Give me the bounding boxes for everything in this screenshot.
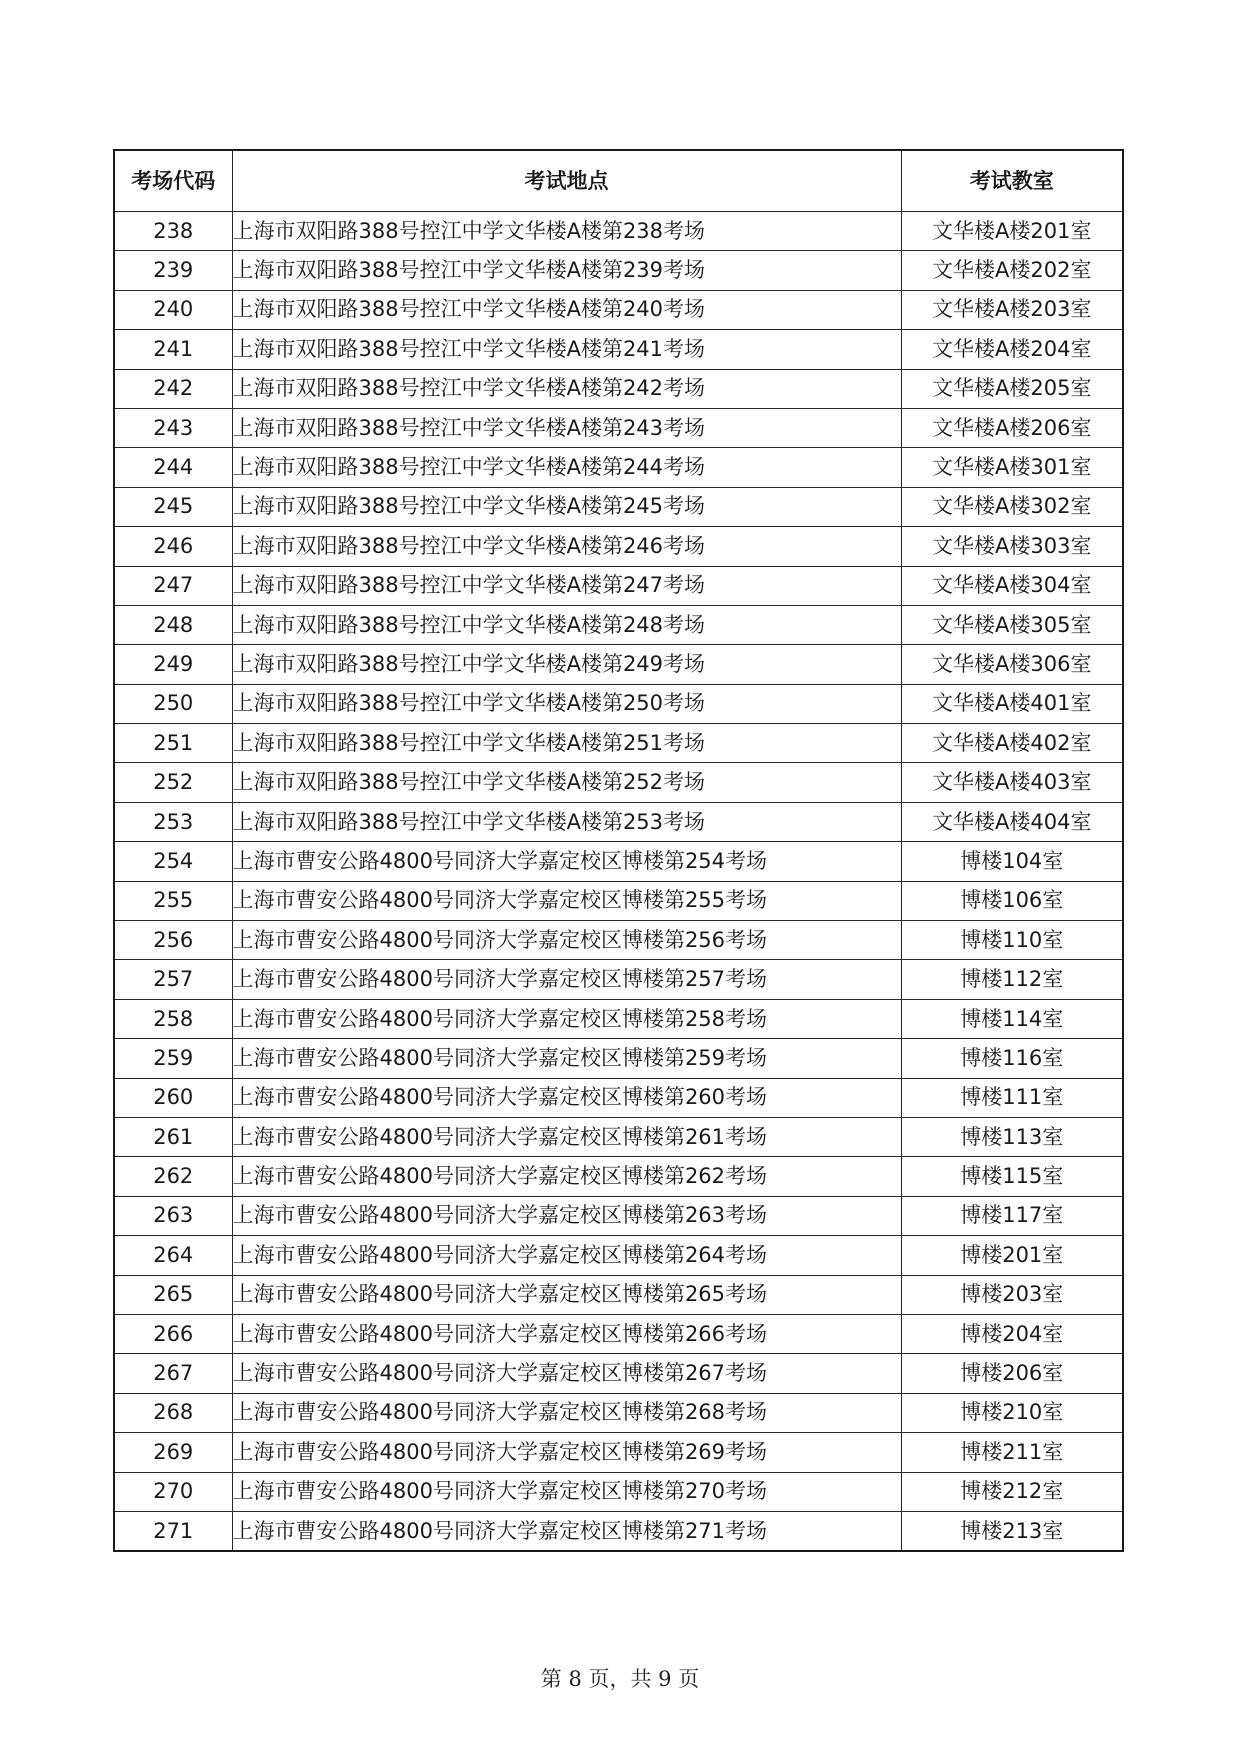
table-row <box>114 1472 1123 1511</box>
cell-exam-location: 上海市曹安公路4800号同济大学嘉定校区博楼第260考场 <box>232 1078 901 1117</box>
table-row <box>114 1078 1123 1117</box>
cell-exam-room: 博楼212室 <box>901 1472 1123 1511</box>
cell-exam-location: 上海市双阳路388号控江中学文华楼A楼第246考场 <box>232 527 901 566</box>
table-row <box>114 408 1123 447</box>
table-body <box>114 212 1123 1552</box>
cell-exam-room: 博楼111室 <box>901 1078 1123 1117</box>
cell-exam-location: 上海市双阳路388号控江中学文华楼A楼第251考场 <box>232 724 901 763</box>
cell-exam-code: 264 <box>114 1236 232 1275</box>
cell-exam-room: 文华楼A楼401室 <box>901 684 1123 723</box>
cell-exam-location: 上海市双阳路388号控江中学文华楼A楼第242考场 <box>232 369 901 408</box>
table-row <box>114 448 1123 487</box>
cell-exam-code: 259 <box>114 1039 232 1078</box>
cell-exam-code: 244 <box>114 448 232 487</box>
cell-exam-location: 上海市曹安公路4800号同济大学嘉定校区博楼第265考场 <box>232 1275 901 1314</box>
cell-exam-code: 247 <box>114 566 232 605</box>
cell-exam-room: 博楼106室 <box>901 881 1123 920</box>
cell-exam-room: 博楼115室 <box>901 1157 1123 1196</box>
cell-exam-code: 248 <box>114 605 232 644</box>
cell-exam-code: 240 <box>114 290 232 329</box>
header-room: 考试教室 <box>901 150 1123 212</box>
cell-exam-code: 263 <box>114 1196 232 1235</box>
cell-exam-location: 上海市双阳路388号控江中学文华楼A楼第247考场 <box>232 566 901 605</box>
header-code: 考场代码 <box>114 150 232 212</box>
cell-exam-location: 上海市曹安公路4800号同济大学嘉定校区博楼第256考场 <box>232 921 901 960</box>
cell-exam-location: 上海市双阳路388号控江中学文华楼A楼第238考场 <box>232 212 901 251</box>
cell-exam-code: 242 <box>114 369 232 408</box>
cell-exam-code: 257 <box>114 960 232 999</box>
cell-exam-location: 上海市曹安公路4800号同济大学嘉定校区博楼第271考场 <box>232 1511 901 1551</box>
cell-exam-room: 文华楼A楼201室 <box>901 212 1123 251</box>
cell-exam-code: 238 <box>114 212 232 251</box>
cell-exam-room: 文华楼A楼205室 <box>901 369 1123 408</box>
table-row <box>114 645 1123 684</box>
cell-exam-location: 上海市曹安公路4800号同济大学嘉定校区博楼第267考场 <box>232 1354 901 1393</box>
table-row <box>114 251 1123 290</box>
table-row <box>114 1196 1123 1235</box>
table-row <box>114 960 1123 999</box>
cell-exam-location: 上海市曹安公路4800号同济大学嘉定校区博楼第261考场 <box>232 1117 901 1156</box>
cell-exam-code: 239 <box>114 251 232 290</box>
cell-exam-code: 253 <box>114 802 232 841</box>
table-row <box>114 1354 1123 1393</box>
cell-exam-location: 上海市双阳路388号控江中学文华楼A楼第243考场 <box>232 408 901 447</box>
table-row <box>114 763 1123 802</box>
cell-exam-room: 文华楼A楼202室 <box>901 251 1123 290</box>
cell-exam-location: 上海市曹安公路4800号同济大学嘉定校区博楼第270考场 <box>232 1472 901 1511</box>
cell-exam-code: 256 <box>114 921 232 960</box>
cell-exam-code: 261 <box>114 1117 232 1156</box>
cell-exam-code: 246 <box>114 527 232 566</box>
cell-exam-room: 博楼203室 <box>901 1275 1123 1314</box>
cell-exam-room: 博楼204室 <box>901 1314 1123 1353</box>
table-row <box>114 684 1123 723</box>
page-number-footer: 第 8 页，共 9 页 <box>540 1667 700 1691</box>
cell-exam-code: 258 <box>114 999 232 1038</box>
table-row <box>114 1433 1123 1472</box>
table-row <box>114 527 1123 566</box>
cell-exam-location: 上海市双阳路388号控江中学文华楼A楼第250考场 <box>232 684 901 723</box>
cell-exam-location: 上海市曹安公路4800号同济大学嘉定校区博楼第262考场 <box>232 1157 901 1196</box>
cell-exam-room: 文华楼A楼203室 <box>901 290 1123 329</box>
cell-exam-room: 文华楼A楼302室 <box>901 487 1123 526</box>
cell-exam-room: 博楼206室 <box>901 1354 1123 1393</box>
cell-exam-location: 上海市曹安公路4800号同济大学嘉定校区博楼第259考场 <box>232 1039 901 1078</box>
cell-exam-room: 博楼201室 <box>901 1236 1123 1275</box>
table-row <box>114 1314 1123 1353</box>
table-row <box>114 1393 1123 1432</box>
cell-exam-location: 上海市双阳路388号控江中学文华楼A楼第240考场 <box>232 290 901 329</box>
table-row <box>114 566 1123 605</box>
cell-exam-room: 文华楼A楼303室 <box>901 527 1123 566</box>
cell-exam-room: 博楼116室 <box>901 1039 1123 1078</box>
cell-exam-location: 上海市曹安公路4800号同济大学嘉定校区博楼第258考场 <box>232 999 901 1038</box>
cell-exam-location: 上海市曹安公路4800号同济大学嘉定校区博楼第254考场 <box>232 842 901 881</box>
cell-exam-location: 上海市双阳路388号控江中学文华楼A楼第252考场 <box>232 763 901 802</box>
cell-exam-location: 上海市曹安公路4800号同济大学嘉定校区博楼第263考场 <box>232 1196 901 1235</box>
cell-exam-location: 上海市双阳路388号控江中学文华楼A楼第245考场 <box>232 487 901 526</box>
cell-exam-code: 265 <box>114 1275 232 1314</box>
header-row <box>114 150 1123 212</box>
cell-exam-room: 博楼117室 <box>901 1196 1123 1235</box>
cell-exam-room: 博楼112室 <box>901 960 1123 999</box>
table-row <box>114 1157 1123 1196</box>
cell-exam-code: 270 <box>114 1472 232 1511</box>
cell-exam-room: 文华楼A楼404室 <box>901 802 1123 841</box>
cell-exam-code: 251 <box>114 724 232 763</box>
cell-exam-location: 上海市曹安公路4800号同济大学嘉定校区博楼第268考场 <box>232 1393 901 1432</box>
cell-exam-code: 260 <box>114 1078 232 1117</box>
cell-exam-location: 上海市曹安公路4800号同济大学嘉定校区博楼第264考场 <box>232 1236 901 1275</box>
header-location: 考试地点 <box>232 150 901 212</box>
table-row <box>114 802 1123 841</box>
cell-exam-location: 上海市双阳路388号控江中学文华楼A楼第248考场 <box>232 605 901 644</box>
table-row <box>114 842 1123 881</box>
cell-exam-code: 262 <box>114 1157 232 1196</box>
table-row <box>114 290 1123 329</box>
cell-exam-room: 博楼113室 <box>901 1117 1123 1156</box>
table-row <box>114 1236 1123 1275</box>
table-row <box>114 724 1123 763</box>
cell-exam-code: 250 <box>114 684 232 723</box>
cell-exam-code: 252 <box>114 763 232 802</box>
cell-exam-code: 245 <box>114 487 232 526</box>
cell-exam-location: 上海市双阳路388号控江中学文华楼A楼第244考场 <box>232 448 901 487</box>
cell-exam-room: 博楼210室 <box>901 1393 1123 1432</box>
cell-exam-room: 文华楼A楼304室 <box>901 566 1123 605</box>
cell-exam-code: 269 <box>114 1433 232 1472</box>
cell-exam-code: 267 <box>114 1354 232 1393</box>
table-row <box>114 487 1123 526</box>
table-row <box>114 1039 1123 1078</box>
cell-exam-code: 243 <box>114 408 232 447</box>
cell-exam-location: 上海市双阳路388号控江中学文华楼A楼第241考场 <box>232 330 901 369</box>
cell-exam-room: 博楼213室 <box>901 1511 1123 1551</box>
cell-exam-room: 文华楼A楼204室 <box>901 330 1123 369</box>
table-row <box>114 921 1123 960</box>
table-row <box>114 1117 1123 1156</box>
cell-exam-room: 文华楼A楼305室 <box>901 605 1123 644</box>
cell-exam-code: 271 <box>114 1511 232 1551</box>
cell-exam-room: 博楼110室 <box>901 921 1123 960</box>
cell-exam-code: 249 <box>114 645 232 684</box>
cell-exam-room: 博楼114室 <box>901 999 1123 1038</box>
cell-exam-room: 文华楼A楼206室 <box>901 408 1123 447</box>
table-row <box>114 881 1123 920</box>
exam-venue-table <box>113 149 1124 1552</box>
cell-exam-location: 上海市双阳路388号控江中学文华楼A楼第253考场 <box>232 802 901 841</box>
table-row <box>114 330 1123 369</box>
cell-exam-code: 268 <box>114 1393 232 1432</box>
cell-exam-code: 266 <box>114 1314 232 1353</box>
table-row <box>114 999 1123 1038</box>
cell-exam-room: 文华楼A楼402室 <box>901 724 1123 763</box>
cell-exam-room: 文华楼A楼301室 <box>901 448 1123 487</box>
table-row <box>114 1511 1123 1551</box>
table-row <box>114 212 1123 251</box>
table-row <box>114 605 1123 644</box>
cell-exam-location: 上海市曹安公路4800号同济大学嘉定校区博楼第266考场 <box>232 1314 901 1353</box>
cell-exam-location: 上海市双阳路388号控江中学文华楼A楼第249考场 <box>232 645 901 684</box>
cell-exam-code: 241 <box>114 330 232 369</box>
cell-exam-room: 博楼104室 <box>901 842 1123 881</box>
table-row <box>114 1275 1123 1314</box>
cell-exam-location: 上海市曹安公路4800号同济大学嘉定校区博楼第255考场 <box>232 881 901 920</box>
cell-exam-room: 文华楼A楼306室 <box>901 645 1123 684</box>
cell-exam-room: 博楼211室 <box>901 1433 1123 1472</box>
cell-exam-location: 上海市曹安公路4800号同济大学嘉定校区博楼第257考场 <box>232 960 901 999</box>
cell-exam-location: 上海市双阳路388号控江中学文华楼A楼第239考场 <box>232 251 901 290</box>
cell-exam-code: 254 <box>114 842 232 881</box>
cell-exam-room: 文华楼A楼403室 <box>901 763 1123 802</box>
cell-exam-code: 255 <box>114 881 232 920</box>
table-row <box>114 369 1123 408</box>
table-header <box>114 150 1123 212</box>
cell-exam-location: 上海市曹安公路4800号同济大学嘉定校区博楼第269考场 <box>232 1433 901 1472</box>
